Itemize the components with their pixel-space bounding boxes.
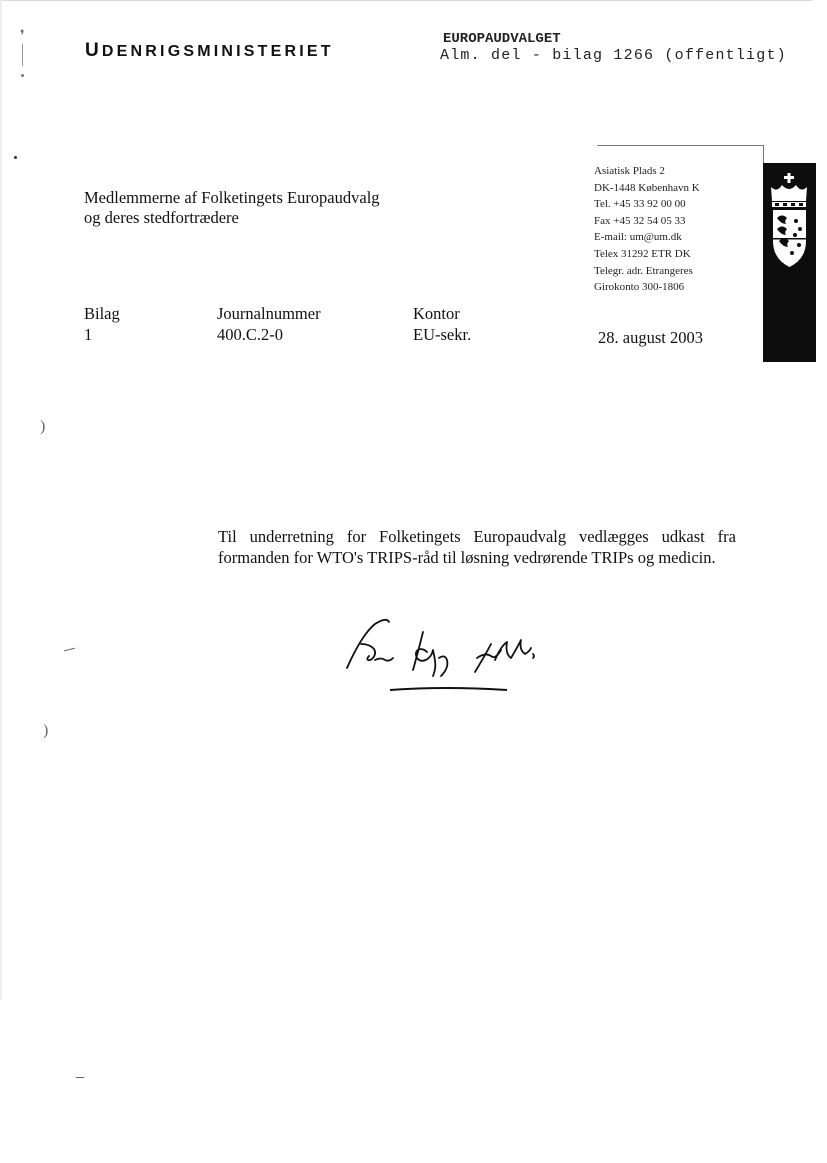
address-line: Telegr. adr. Etrangeres: [594, 264, 693, 277]
recipient-line: Medlemmerne af Folketingets Europaudvalg: [84, 188, 380, 207]
stamp-title: EUROPAUDVALGET: [443, 31, 561, 47]
scan-mark: ): [43, 722, 49, 739]
address-line: Telex 31292 ETR DK: [594, 247, 691, 260]
top-rule: [0, 0, 812, 1]
letter-date: 28. august 2003: [598, 328, 703, 347]
kontor-label: Kontor: [413, 304, 460, 323]
body-text: Til underretning for Folketingets Europaudvalg vedlægges udkast fra formanden for WTO's TRIPS-råd til løsning vedrørende TRIPs og medicin.: [218, 527, 736, 567]
scan-mark: [21, 74, 24, 77]
bilag-label: Bilag: [84, 304, 120, 323]
scan-mark: [76, 1077, 84, 1078]
address-line: Tel. +45 33 92 00 00: [594, 198, 686, 211]
journal-label: Journalnummer: [217, 304, 321, 323]
danish-royal-coat-of-arms-icon: [763, 163, 816, 273]
stamp-subtitle: Alm. del - bilag 1266 (offentligt): [440, 47, 787, 64]
address-line: DK-1448 København K: [594, 181, 700, 194]
address-line: E-mail: um@um.dk: [594, 231, 682, 244]
journal-value: 400.C.2-0: [217, 325, 283, 344]
address-line: Girokonto 300-1806: [594, 281, 685, 294]
recipient-line: og deres stedfortrædere: [84, 208, 239, 227]
recipient: [84, 188, 380, 228]
ministry-name: UDENRIGSMINISTERIET: [85, 40, 334, 61]
crest-band: [763, 163, 816, 362]
kontor-value: EU-sekr.: [413, 325, 472, 344]
scan-mark: [14, 156, 17, 159]
scan-mark: [22, 44, 23, 66]
handwritten-signature: [335, 610, 555, 700]
scan-mark: ): [40, 418, 46, 435]
address-rule: [763, 145, 764, 163]
sender-address: [594, 163, 700, 296]
scan-mark: [64, 648, 75, 652]
scan-edge: [0, 0, 2, 1000]
scan-mark: ❜: [20, 29, 25, 44]
address-line: Fax +45 32 54 05 33: [594, 214, 686, 227]
address-rule: [597, 145, 764, 146]
bilag-value: 1: [84, 325, 93, 344]
address-line: Asiatisk Plads 2: [594, 165, 665, 177]
